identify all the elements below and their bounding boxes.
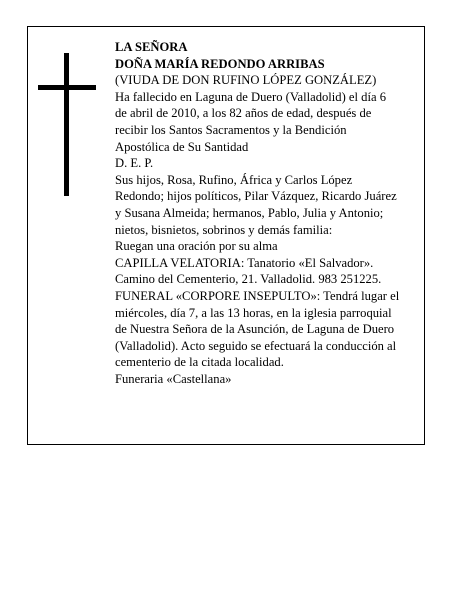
funeral-line: miércoles, día 7, a las 13 horas, en la iglesia parroquial <box>115 305 392 320</box>
heading-widow-of: (VIUDA DE DON RUFINO LÓPEZ GONZÁLEZ) <box>115 73 377 88</box>
family-line: y Susana Almeida; hermanos, Pablo, Julia y Antonio; <box>115 205 384 220</box>
family-paragraph <box>115 172 427 238</box>
chapel-line: CAPILLA VELATORIA: Tanatorio «El Salvador». <box>115 255 374 270</box>
obituary-text <box>115 39 427 387</box>
chapel-paragraph <box>115 255 427 288</box>
announcement-line: Apostólica de Su Santidad <box>115 139 249 154</box>
family-line: Sus hijos, Rosa, Rufino, África y Carlos López <box>115 172 353 187</box>
funeral-line: FUNERAL «CORPORE INSEPULTO»: Tendrá lugar el <box>115 288 400 303</box>
cross-vertical-bar <box>64 53 69 196</box>
funeral-line: (Valladolid). Acto seguido se efectuará la conducción al <box>115 338 397 353</box>
heading-la-senora: LA SEÑORA <box>115 40 188 54</box>
funeral-line: cementerio de la citada localidad. <box>115 355 284 370</box>
announcement-line: recibir los Santos Sacramentos y la Bendición <box>115 122 347 137</box>
prayer-line: Ruegan una oración por su alma <box>115 239 278 254</box>
family-line: Redondo; hijos políticos, Pilar Vázquez, Ricardo Juárez <box>115 189 397 204</box>
chapel-line: Camino del Cementerio, 21. Valladolid. 983 251225. <box>115 272 382 287</box>
funeral-paragraph <box>115 288 427 371</box>
announcement-line: de abril de 2010, a los 82 años de edad, después de <box>115 106 372 121</box>
announcement-paragraph <box>115 89 427 155</box>
cross-horizontal-bar <box>38 85 96 90</box>
funeral-home-line: Funeraria «Castellana» <box>115 371 232 386</box>
dep-line: D. E. P. <box>115 156 154 171</box>
announcement-line: Ha fallecido en Laguna de Duero (Valladolid) el día 6 <box>115 89 387 104</box>
family-line: nietos, bisnietos, sobrinos y demás familia: <box>115 222 333 237</box>
heading-deceased-name: DOÑA MARÍA REDONDO ARRIBAS <box>115 56 325 71</box>
funeral-line: de Nuestra Señora de la Asunción, de Laguna de Duero <box>115 322 395 337</box>
